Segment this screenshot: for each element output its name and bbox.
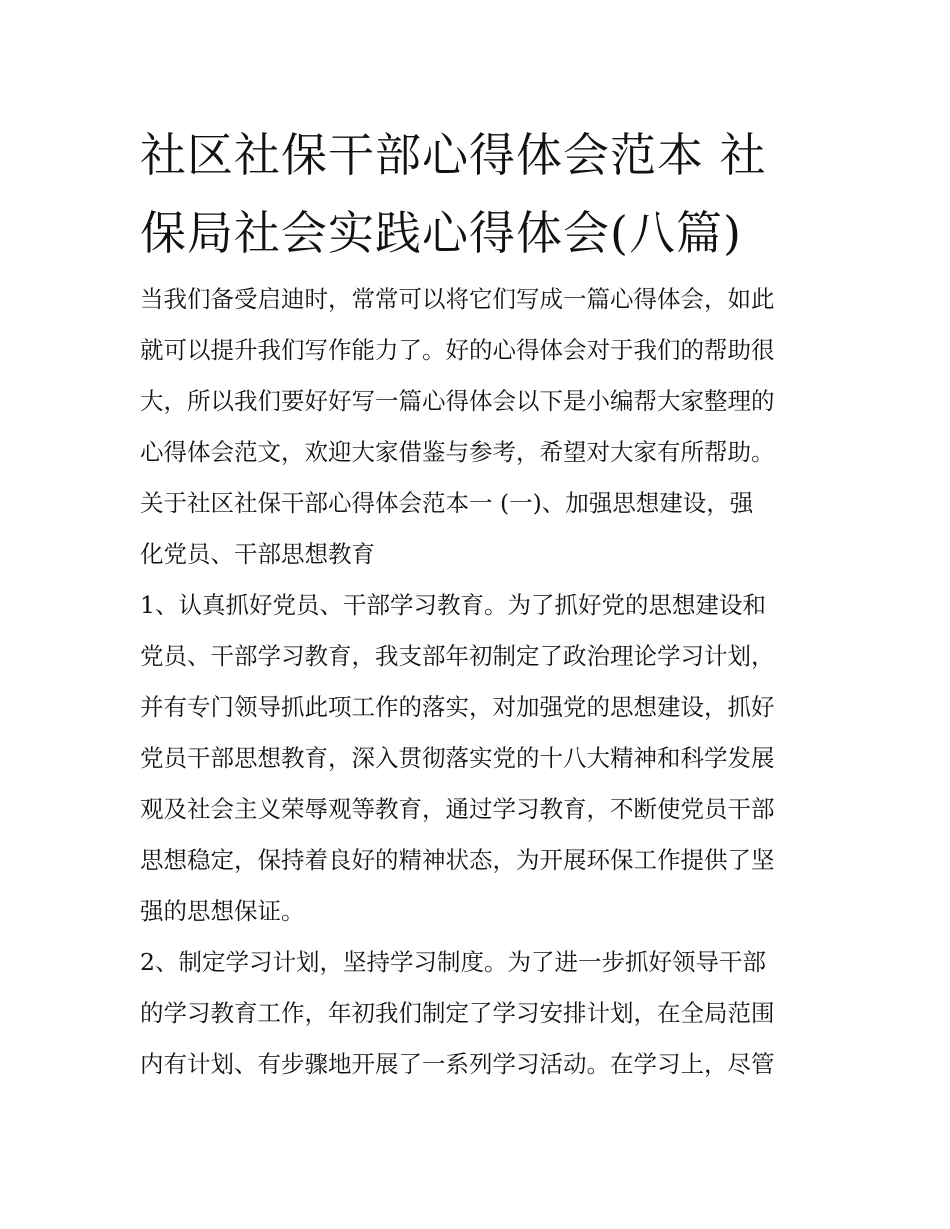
body-line: 的学习教育工作，年初我们制定了学习安排计划，在全局范围 bbox=[140, 999, 775, 1027]
body-line: 就可以提升我们写作能力了。好的心得体会对于我们的帮助很 bbox=[140, 336, 775, 364]
body-line: 心得体会范文，欢迎大家借鉴与参考，希望对大家有所帮助。 bbox=[140, 438, 775, 466]
body-line: 观及社会主义荣辱观等教育，通过学习教育，不断使党员干部 bbox=[140, 795, 775, 823]
body-line: 化党员、干部思想教育 bbox=[140, 540, 375, 568]
body-line: 大，所以我们要好好写一篇心得体会以下是小编帮大家整理的 bbox=[140, 387, 775, 415]
document-title bbox=[140, 116, 830, 272]
body-line: 强的思想保证。 bbox=[140, 897, 305, 925]
body-line: 当我们备受启迪时，常常可以将它们写成一篇心得体会，如此 bbox=[140, 285, 775, 313]
title-line: 社区社保干部心得体会范本 社 bbox=[140, 128, 767, 182]
body-line: 2、制定学习计划，坚持学习制度。为了进一步抓好领导干部 bbox=[140, 948, 766, 976]
body-line: 关于社区社保干部心得体会范本一 (一)、加强思想建设，强 bbox=[140, 489, 754, 517]
body-line: 思想稳定，保持着良好的精神状态，为开展环保工作提供了坚 bbox=[140, 846, 775, 874]
title-line: 保局社会实践心得体会(八篇) bbox=[140, 206, 742, 260]
document-body bbox=[140, 274, 830, 1090]
body-line: 1、认真抓好党员、干部学习教育。为了抓好党的思想建设和 bbox=[140, 591, 766, 619]
body-line: 党员、干部学习教育，我支部年初制定了政治理论学习计划， bbox=[140, 642, 775, 670]
body-line: 内有计划、有步骤地开展了一系列学习活动。在学习上，尽管 bbox=[140, 1050, 775, 1078]
body-line: 并有专门领导抓此项工作的落实，对加强党的思想建设，抓好 bbox=[140, 693, 775, 721]
body-line: 党员干部思想教育，深入贯彻落实党的十八大精神和科学发展 bbox=[140, 744, 775, 772]
